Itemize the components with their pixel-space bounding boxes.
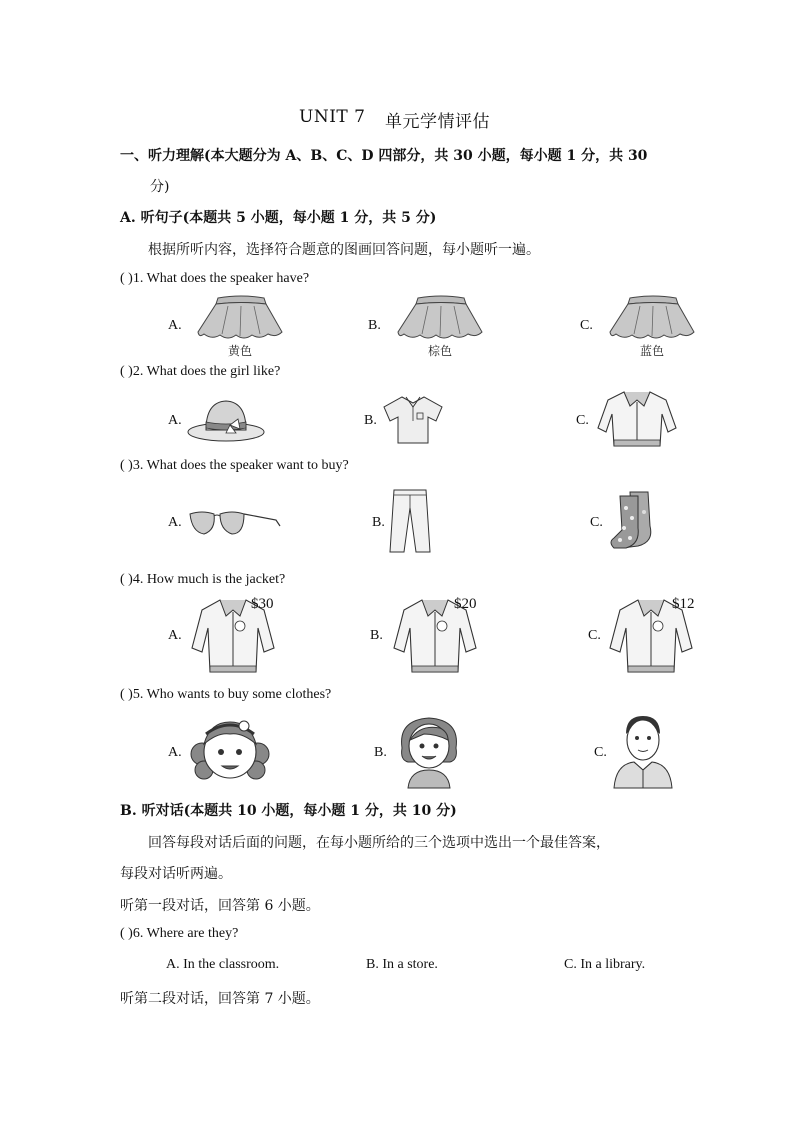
section-heading-cont: 分)	[150, 179, 170, 195]
skirt-icon	[396, 294, 486, 344]
socks-icon	[608, 490, 660, 552]
q5-option-c[interactable]: C.	[594, 745, 607, 760]
unit-title: UNIT 7	[299, 107, 366, 127]
question-4: ( )4. How much is the jacket?	[120, 572, 286, 587]
question-2: ( )2. What does the girl like?	[120, 364, 281, 379]
q2-option-a[interactable]: A.	[168, 413, 182, 428]
jacket-icon	[596, 388, 678, 452]
q2-option-c[interactable]: C.	[576, 413, 589, 428]
q1-option-a[interactable]: A.	[168, 318, 182, 333]
q1-caption-c: 蓝色	[640, 344, 665, 358]
skirt-icon	[196, 294, 286, 344]
part-b-instruction-cont: 每段对话听两遍。	[120, 866, 232, 882]
hat-icon	[186, 396, 266, 444]
shirt-icon	[380, 393, 446, 447]
page-title: 单元学情评估	[385, 112, 490, 132]
woman-icon	[396, 712, 462, 790]
price-b: $20	[454, 596, 477, 612]
question-1: ( )1. What does the speaker have?	[120, 271, 310, 286]
question-6: ( )6. Where are they?	[120, 926, 239, 941]
q5-option-b[interactable]: B.	[374, 745, 387, 760]
q5-option-a[interactable]: A.	[168, 745, 182, 760]
part-b-instruction: 回答每段对话后面的问题，在每小题所给的三个选项中选出一个最佳答案，	[148, 835, 610, 851]
sunglasses-icon	[188, 506, 282, 542]
q3-option-a[interactable]: A.	[168, 515, 182, 530]
price-c: $12	[672, 596, 695, 612]
q2-option-b[interactable]: B.	[364, 413, 377, 428]
q1-option-b[interactable]: B.	[368, 318, 381, 333]
part-b-heading: B. 听对话(本题共 10 小题，每小题 1 分，共 10 分)	[120, 803, 457, 819]
q6-option-b[interactable]: B. In a store.	[366, 957, 438, 972]
dialog-2-heading: 听第二段对话，回答第 7 小题。	[120, 991, 320, 1007]
q4-option-a[interactable]: A.	[168, 628, 182, 643]
pants-icon	[388, 488, 432, 556]
skirt-icon	[608, 294, 698, 344]
question-5: ( )5. Who wants to buy some clothes?	[120, 687, 332, 702]
part-a-heading: A. 听句子(本题共 5 小题，每小题 1 分，共 5 分)	[120, 210, 437, 226]
section-heading: 一、听力理解(本大题分为 A、B、C、D 四部分，共 30 小题，每小题 1 分，共 30	[120, 148, 648, 164]
question-3: ( )3. What does the speaker want to buy?	[120, 458, 349, 473]
q6-option-c[interactable]: C. In a library.	[564, 957, 646, 972]
q4-option-b[interactable]: B.	[370, 628, 383, 643]
man-icon	[612, 712, 674, 790]
q4-option-c[interactable]: C.	[588, 628, 601, 643]
q6-option-a[interactable]: A. In the classroom.	[166, 957, 280, 972]
part-a-instruction: 根据所听内容，选择符合题意的图画回答问题，每小题听一遍。	[148, 242, 540, 258]
q1-caption-b: 棕色	[428, 344, 453, 358]
q3-option-c[interactable]: C.	[590, 515, 603, 530]
price-a: $30	[251, 596, 274, 612]
q3-option-b[interactable]: B.	[372, 515, 385, 530]
q1-caption-a: 黄色	[228, 344, 253, 358]
q1-option-c[interactable]: C.	[580, 318, 593, 333]
dialog-1-heading: 听第一段对话，回答第 6 小题。	[120, 898, 320, 914]
girl-icon	[190, 714, 270, 786]
